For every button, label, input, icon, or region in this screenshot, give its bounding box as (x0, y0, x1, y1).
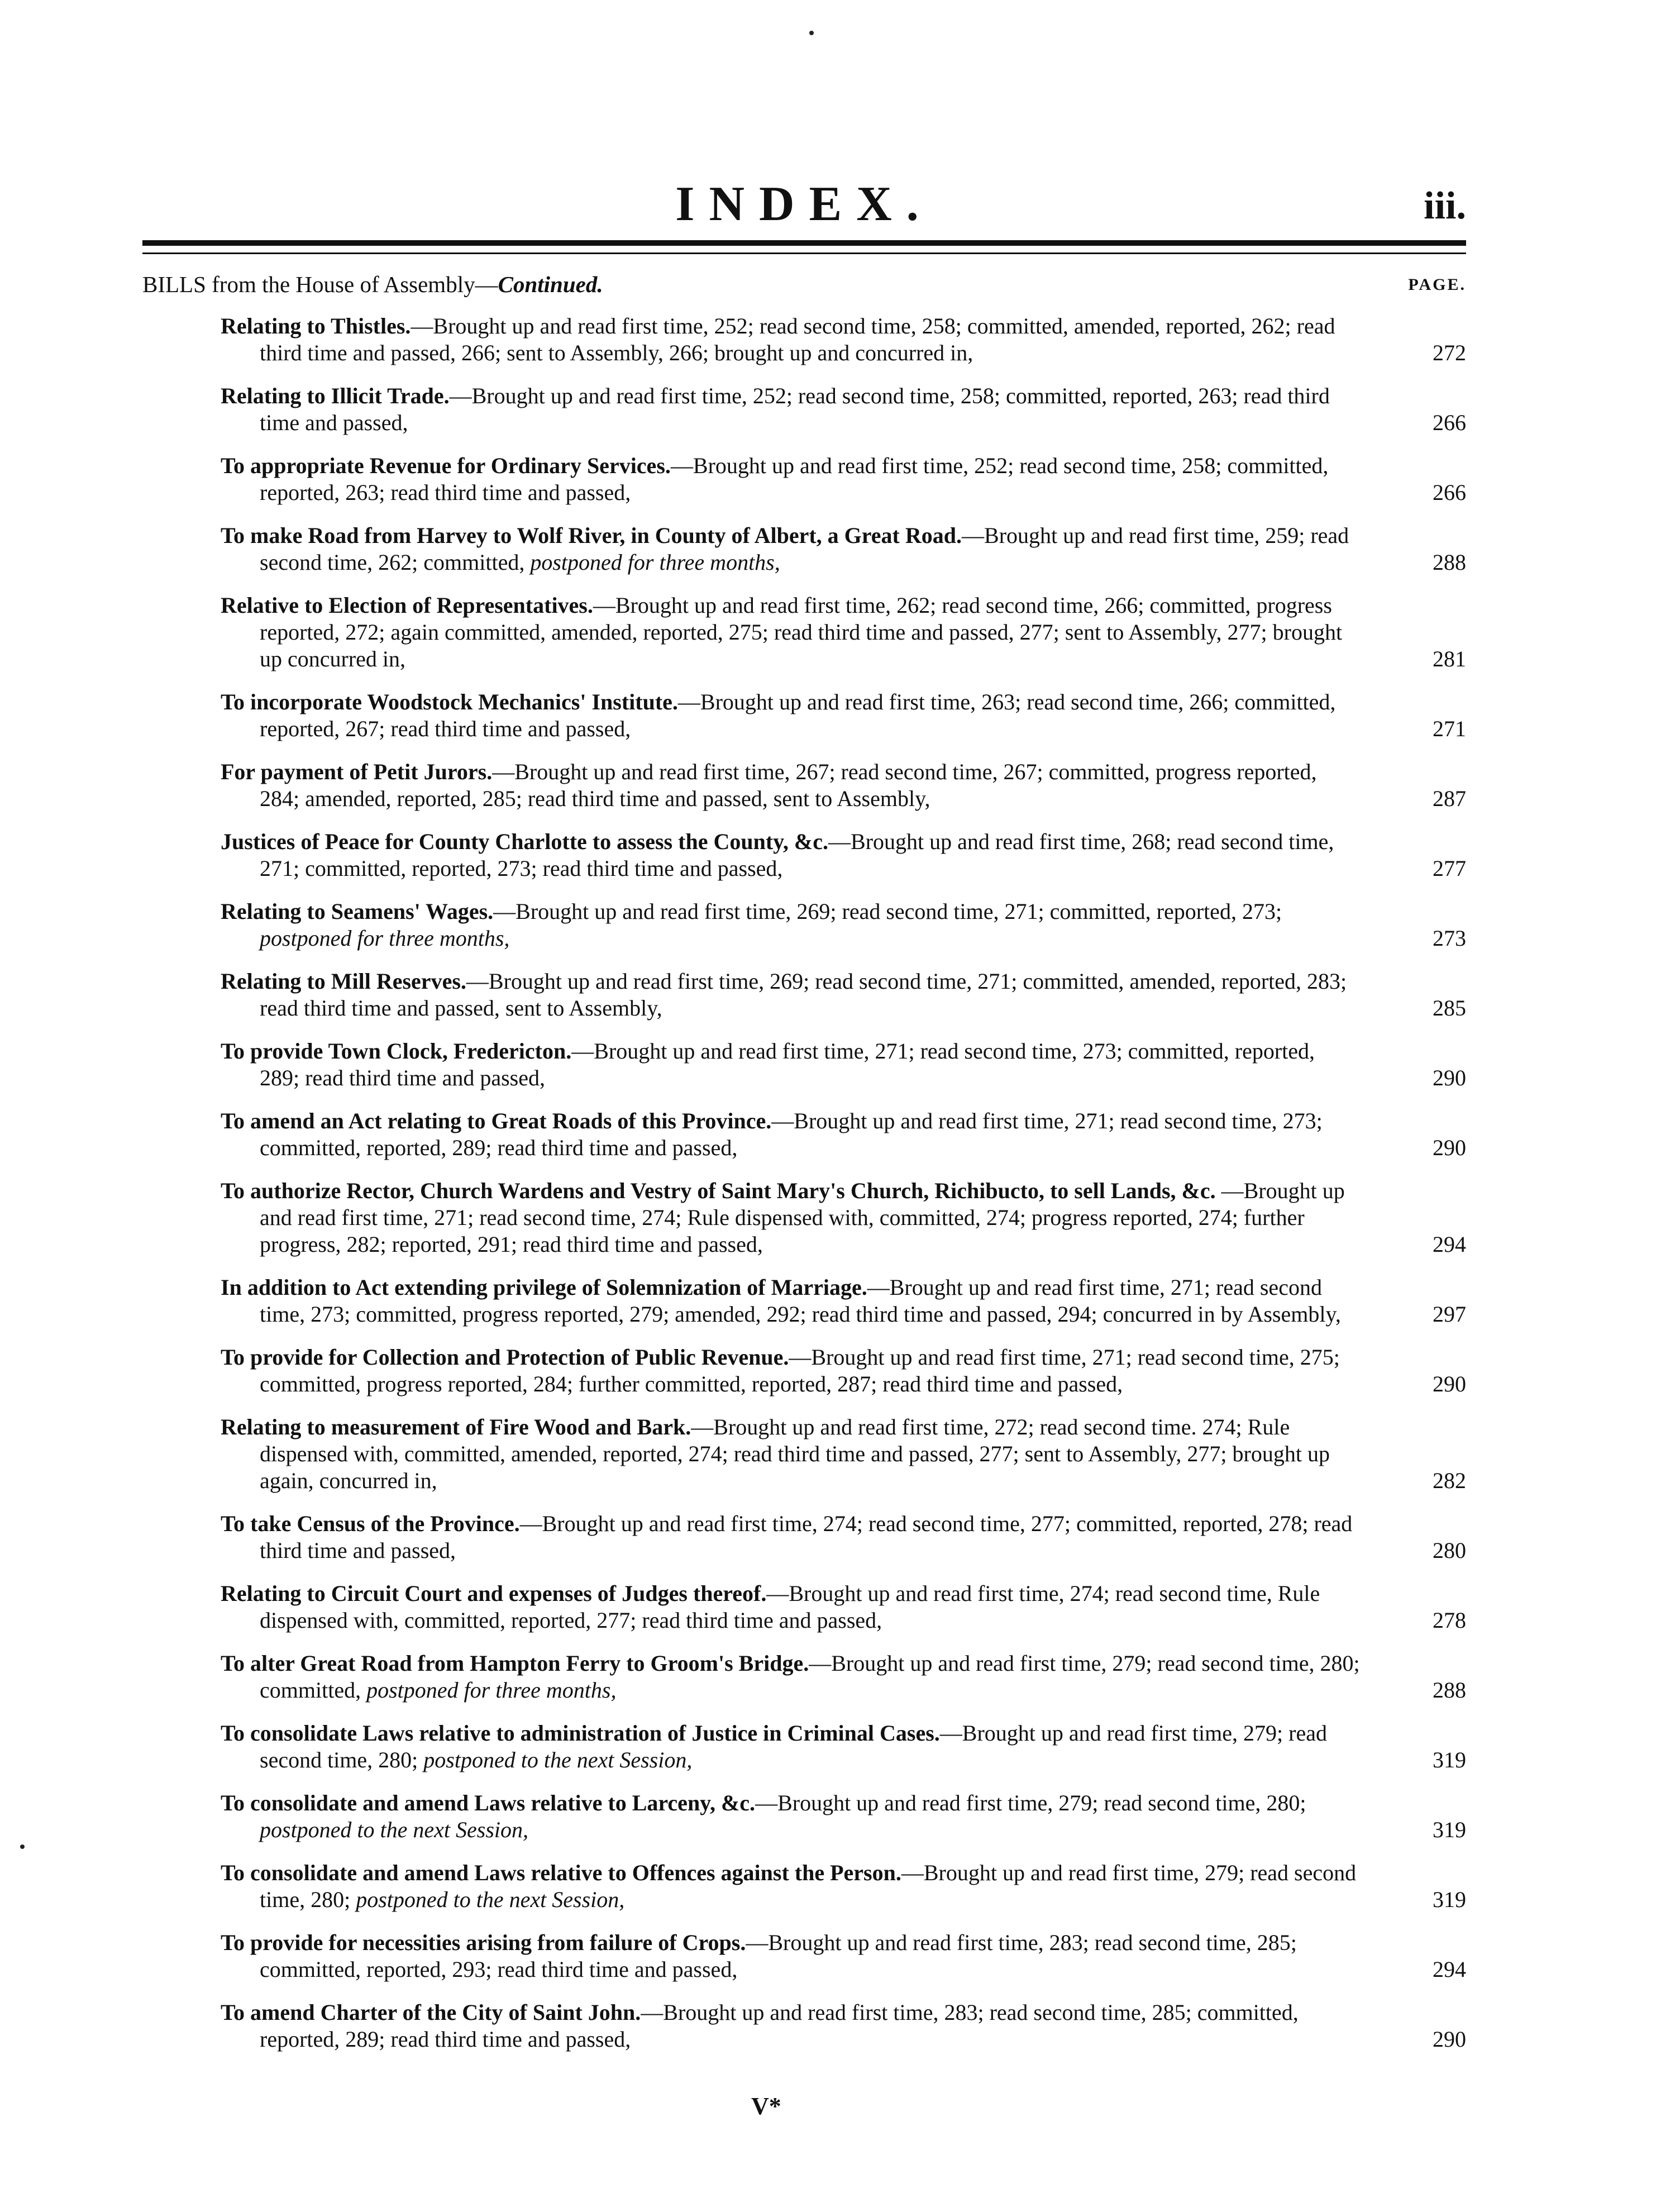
header-rule-thin (142, 252, 1466, 254)
index-entry (221, 1720, 1466, 1774)
entry-text: —Brought up and read first time, 272; read second time. 274; Rule dispensed with, committed, amended, reported, 274; read third time and passed, 277; sent to Assembly, 277; brought up again, concurred in, (260, 1414, 1330, 1493)
index-entry (221, 1510, 1466, 1564)
entry-title: Relating to Illicit Trade. (221, 383, 450, 408)
entry-title: To provide for Collection and Protection of Public Revenue. (221, 1345, 789, 1370)
entry-title: To take Census of the Province. (221, 1511, 520, 1536)
index-entry (221, 1860, 1466, 1913)
entry-text: —Brought up and read first time, 279; read second time, 280; (260, 1720, 1327, 1772)
entry-text: —Brought up and read first time, 283; read second time, 285; committed, reported, 289; read third time and passed, (260, 2000, 1299, 2052)
entry-text: —Brought up and read first time, 269; read second time, 271; committed, reported, 273; (493, 899, 1282, 924)
entry-title: Relating to measurement of Fire Wood and Bark. (221, 1414, 691, 1439)
entry-title: Relating to Mill Reserves. (221, 969, 466, 994)
entry-text: —Brought up and read first time, 271; read second time, 273; committed, reported, 289; read third time and passed, (260, 1108, 1323, 1160)
entry-page-number: 290 (1433, 1371, 1466, 1396)
index-entry (221, 759, 1466, 812)
entry-text: —Brought up and read first time, 268; read second time, 271; committed, reported, 273; read third time and passed, (260, 829, 1334, 881)
entry-page-number: 294 (1433, 1957, 1466, 1982)
entry-page-number: 280 (1433, 1538, 1466, 1563)
entry-page-number: 278 (1433, 1608, 1466, 1633)
page-title: INDEX. (675, 177, 933, 231)
entry-page-number: 288 (1433, 550, 1466, 575)
entry-text: —Brought up and read first time, 252; read second time, 258; committed, amended, reported, 262; read third time and passed, 266; sent to Assembly, 266; brought up and concurred in, (260, 313, 1335, 365)
index-entry (221, 1178, 1466, 1258)
index-entry (221, 1344, 1466, 1398)
entry-page-number: 272 (1433, 340, 1466, 365)
index-entry (221, 689, 1466, 742)
entry-page-number: 266 (1433, 410, 1466, 435)
index-entry (221, 313, 1466, 366)
entry-text: —Brought up and read first time, 267; read second time, 267; committed, progress reported, 284; amended, reported, 285; read third time and passed, sent to Assembly, (260, 759, 1317, 811)
entry-text: —Brought up and read first time, 262; read second time, 266; committed, progress reported, 272; again committed, amended, reported, 275; read third time and passed, 277; sent to Assembly, 277; brought up concurred in, (260, 593, 1343, 671)
entry-text: —Brought up and read first time, 271; read second time, 273; committed, reported, 289; read third time and passed, (260, 1038, 1315, 1090)
header-rule-thick (142, 240, 1466, 246)
entry-note: postponed for three months, (260, 926, 510, 951)
section-continued: Continued. (498, 271, 603, 297)
entry-text: —Brought up and read first time, 274; read second time, Rule dispensed with, committed, reported, 277; read third time and passed, (260, 1581, 1320, 1633)
entry-title: To incorporate Woodstock Mechanics' Institute. (221, 689, 678, 714)
index-entries (221, 313, 1466, 2069)
entry-text: —Brought up and read first time, 259; read second time, 262; committed, (260, 523, 1349, 575)
entry-title: To consolidate and amend Laws relative to Offences against the Person. (221, 1860, 901, 1885)
entry-text: —Brought up and read first time, 271; read second time, 273; committed, progress reported, 279; amended, 292; read third time and passed, 294; concurred in by Assembly, (260, 1275, 1341, 1327)
entry-page-number: 290 (1433, 2027, 1466, 2052)
entry-page-number: 266 (1433, 480, 1466, 505)
page-column-label: PAGE. (1408, 275, 1466, 294)
entry-title: To make Road from Harvey to Wolf River, in County of Albert, a Great Road. (221, 523, 962, 548)
entry-title: Justices of Peace for County Charlotte to assess the County, &c. (221, 829, 829, 854)
entry-text: —Brought up and read first time, 271; read second time, 274; Rule dispensed with, committed, 274; progress reported, 274; further progress, 282; reported, 291; read third time and passed, (260, 1178, 1345, 1257)
entry-title: Relative to Election of Representatives. (221, 593, 593, 618)
entry-page-number: 273 (1433, 926, 1466, 951)
section-title-text: BILLS from the House of Assembly— (142, 271, 498, 297)
entry-text: —Brought up and read first time, 252; read second time, 258; committed, reported, 263; read third time and passed, (260, 453, 1329, 505)
entry-text: —Brought up and read first time, 283; read second time, 285; committed, reported, 293; read third time and passed, (260, 1930, 1297, 1982)
entry-text: —Brought up and read first time, 279; read second time, 280; (260, 1860, 1357, 1912)
index-entry (221, 1650, 1466, 1704)
entry-title: To appropriate Revenue for Ordinary Services. (221, 453, 671, 478)
index-entry (221, 1274, 1466, 1328)
entry-text: —Brought up and read first time, 279; read second time, 280; committed, (260, 1651, 1360, 1703)
entry-page-number: 287 (1433, 786, 1466, 811)
entry-page-number: 271 (1433, 716, 1466, 741)
entry-title: Relating to Thistles. (221, 313, 411, 339)
entry-text: —Brought up and read first time, 269; read second time, 271; committed, amended, reported, 283; read third time and passed, sent to Assembly, (260, 969, 1347, 1021)
entry-title: For payment of Petit Jurors. (221, 759, 493, 784)
entry-page-number: 319 (1433, 1747, 1466, 1772)
entry-title: To alter Great Road from Hampton Ferry to Groom's Bridge. (221, 1651, 809, 1676)
index-entry (221, 1999, 1466, 2053)
entry-note: postponed to the next Session, (260, 1817, 529, 1842)
index-entry (221, 1580, 1466, 1634)
entry-title: To provide for necessities arising from failure of Crops. (221, 1930, 746, 1955)
index-entry (221, 1414, 1466, 1494)
index-entry (221, 1108, 1466, 1161)
index-entry (221, 828, 1466, 882)
entry-note: postponed to the next Session, (423, 1747, 693, 1772)
entry-text: —Brought up and read first time, 279; read second time, 280; (755, 1790, 1306, 1815)
entry-note: postponed for three months, (366, 1677, 617, 1703)
entry-title: To amend Charter of the City of Saint John. (221, 2000, 641, 2025)
signature-mark: V* (751, 2092, 781, 2120)
entry-title: Relating to Circuit Court and expenses of Judges thereof. (221, 1581, 767, 1606)
section-heading (142, 271, 1466, 299)
entry-page-number: 294 (1433, 1232, 1466, 1257)
entry-text: —Brought up and read first time, 252; read second time, 258; committed, reported, 263; read third time and passed, (260, 383, 1330, 435)
entry-note: postponed to the next Session, (356, 1887, 625, 1912)
section-title (142, 271, 603, 298)
index-entry (221, 968, 1466, 1022)
index-entry (221, 1038, 1466, 1091)
index-entry (221, 452, 1466, 506)
page-header (142, 176, 1466, 237)
entry-page-number: 290 (1433, 1135, 1466, 1160)
index-entry (221, 898, 1466, 952)
page-folio: iii. (1424, 184, 1466, 227)
entry-page-number: 319 (1433, 1887, 1466, 1912)
entry-page-number: 297 (1433, 1302, 1466, 1327)
entry-page-number: 319 (1433, 1817, 1466, 1842)
entry-title: To consolidate Laws relative to administration of Justice in Criminal Cases. (221, 1720, 940, 1746)
entry-page-number: 290 (1433, 1065, 1466, 1090)
entry-text: —Brought up and read first time, 271; read second time, 275; committed, progress reported, 284; further committed, reported, 287; read third time and passed, (260, 1345, 1340, 1396)
entry-text: —Brought up and read first time, 263; read second time, 266; committed, reported, 267; read third time and passed, (260, 689, 1336, 741)
entry-title: In addition to Act extending privilege of Solemnization of Marriage. (221, 1275, 867, 1300)
entry-page-number: 281 (1433, 646, 1466, 671)
entry-note: postponed for three months, (530, 550, 780, 575)
entry-page-number: 277 (1433, 856, 1466, 881)
index-entry (221, 592, 1466, 673)
index-entry (221, 1929, 1466, 1983)
entry-title: To amend an Act relating to Great Roads of this Province. (221, 1108, 772, 1133)
index-entry (221, 522, 1466, 576)
entry-text: —Brought up and read first time, 274; read second time, 277; committed, reported, 278; read third time and passed, (260, 1511, 1353, 1563)
entry-title: Relating to Seamens' Wages. (221, 899, 494, 924)
index-entry (221, 383, 1466, 436)
entry-page-number: 282 (1433, 1468, 1466, 1493)
entry-title: To provide Town Clock, Fredericton. (221, 1038, 572, 1064)
entry-title: To consolidate and amend Laws relative to Larceny, &c. (221, 1790, 756, 1815)
entry-title: To authorize Rector, Church Wardens and Vestry of Saint Mary's Church, Richibucto, to sell Lands, &c. (221, 1178, 1216, 1203)
entry-page-number: 285 (1433, 995, 1466, 1021)
index-entry (221, 1790, 1466, 1843)
print-speck (20, 1844, 25, 1849)
print-speck (809, 31, 814, 35)
entry-page-number: 288 (1433, 1677, 1466, 1703)
